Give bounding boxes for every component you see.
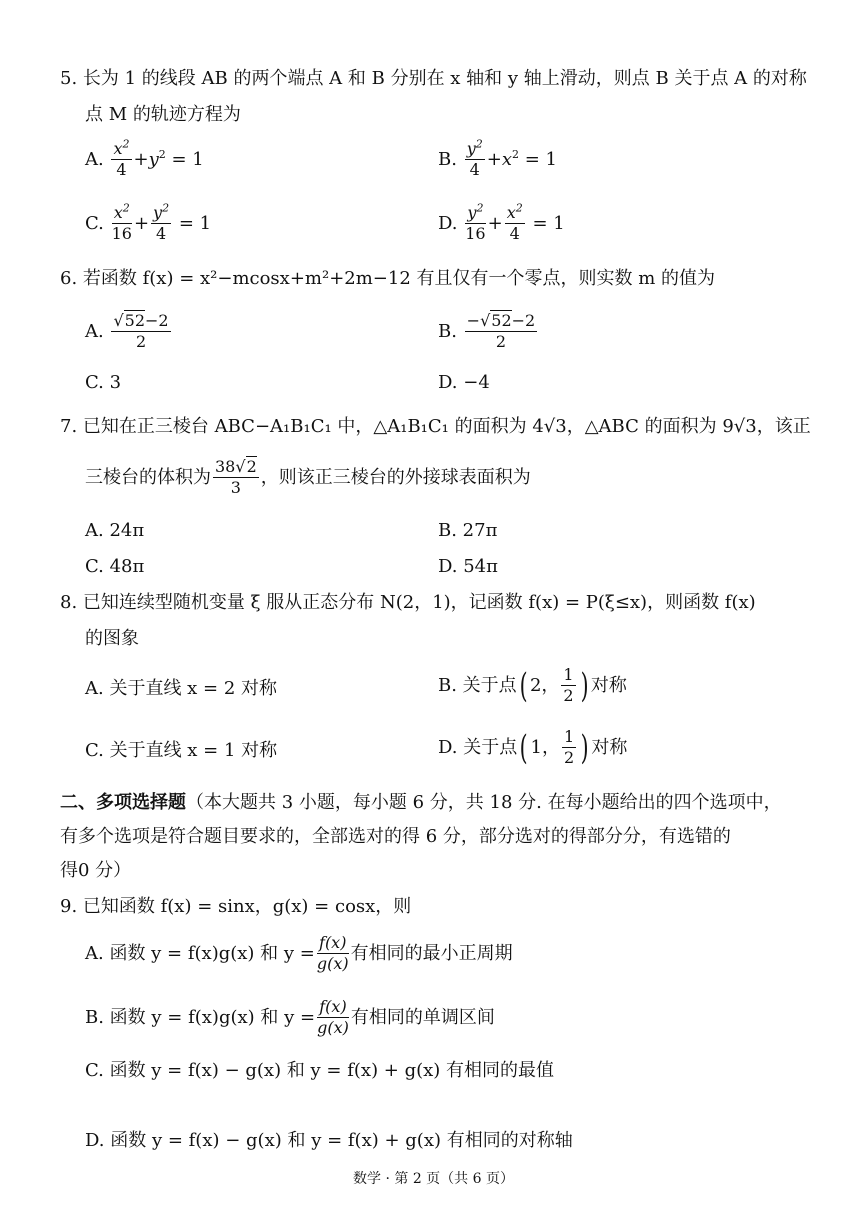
q8-option-b: B. 关于点( 2， $\frac{1}{2}$ ) 对称: [438, 665, 627, 706]
q6-stem: 6. 若函数 f(x) = x²−mcosx+m²+2m−12 有且仅有一个零点，则实数 m 的值为: [60, 268, 716, 289]
section2-line2: 有多个选项是符合题目要求的，全部选对的得 6 分，部分选对的得部分分，有选错的: [60, 826, 731, 847]
q5-line1: 5. 长为 1 的线段 AB 的两个端点 A 和 B 分别在 x 轴和 y 轴上滑动，则点 B 关于点 A 的对称: [60, 68, 807, 89]
q7-line2: 三棱台的体积为 $\frac{38√2}{3}$ ，则该正三棱台的外接球表面积为: [85, 457, 531, 498]
q5-option-b: B. $\frac{y^2}{4}$ $+x^2 = 1$: [438, 137, 557, 180]
q8-line1: 8. 已知连续型随机变量 ξ 服从正态分布 N(2，1)，记函数 f(x) = P(ξ≤x)，则函数 f(x): [60, 592, 756, 613]
section2-line3: 得0 分）: [60, 860, 132, 881]
q6-option-a: A. $\frac{√52-2}{2}$: [85, 311, 169, 352]
q8-option-d: D. 关于点( 1， $\frac{1}{2}$ ) 对称: [438, 727, 628, 768]
q9-stem: 9. 已知函数 f(x) = sinx，g(x) = cosx，则: [60, 896, 412, 917]
q5-option-d: D. $\frac{y^2}{16}$ + $\frac{x^2}{4}$ = 1: [438, 201, 565, 244]
q9-option-a: A. 函数 y = f(x)g(x) 和 y = $\frac{f(x)}{g(x)}$ 有相同的最小正周期: [85, 933, 513, 974]
q7-option-a: A. 24π: [85, 520, 145, 541]
q5-line2: 点 M 的轨迹方程为: [85, 104, 241, 125]
section2-line1: 二、多项选择题（本大题共 3 小题，每小题 6 分，共 18 分. 在每小题给出的四个选项中，: [60, 792, 782, 813]
q7-option-b: B. 27π: [438, 520, 498, 541]
q9-option-c: C. 函数 y = f(x) − g(x) 和 y = f(x) + g(x) 有相同的最值: [85, 1060, 555, 1081]
q8-option-c: C. 关于直线 x = 1 对称: [85, 740, 278, 761]
q8-option-a: A. 关于直线 x = 2 对称: [85, 678, 278, 699]
q5-option-c: C. $\frac{x^2}{16}$ + $\frac{y^2}{4}$ = 1: [85, 201, 212, 244]
q6-option-d: D. −4: [438, 372, 490, 393]
q6-option-c: C. 3: [85, 372, 122, 393]
q7-line1: 7. 已知在正三棱台 ABC−A₁B₁C₁ 中，△A₁B₁C₁ 的面积为 4√3，△ABC 的面积为 9√3，该正: [60, 416, 811, 437]
q9-option-b: B. 函数 y = f(x)g(x) 和 y = $\frac{f(x)}{g(x)}$ 有相同的单调区间: [85, 997, 495, 1038]
q5-option-a: A. $\frac{x^2}{4}$ $+y^2 = 1$: [85, 137, 204, 180]
q7-option-c: C. 48π: [85, 556, 145, 577]
section2-title: 二、多项选择题: [60, 792, 186, 813]
q8-line2: 的图象: [85, 628, 139, 649]
q9-option-d: D. 函数 y = f(x) − g(x) 和 y = f(x) + g(x) 有相同的对称轴: [85, 1130, 573, 1151]
q6-option-b: B. $\frac{-√52-2}{2}$: [438, 311, 536, 352]
page-footer: 数学 · 第 2 页（共 6 页）: [353, 1171, 514, 1187]
q7-option-d: D. 54π: [438, 556, 498, 577]
